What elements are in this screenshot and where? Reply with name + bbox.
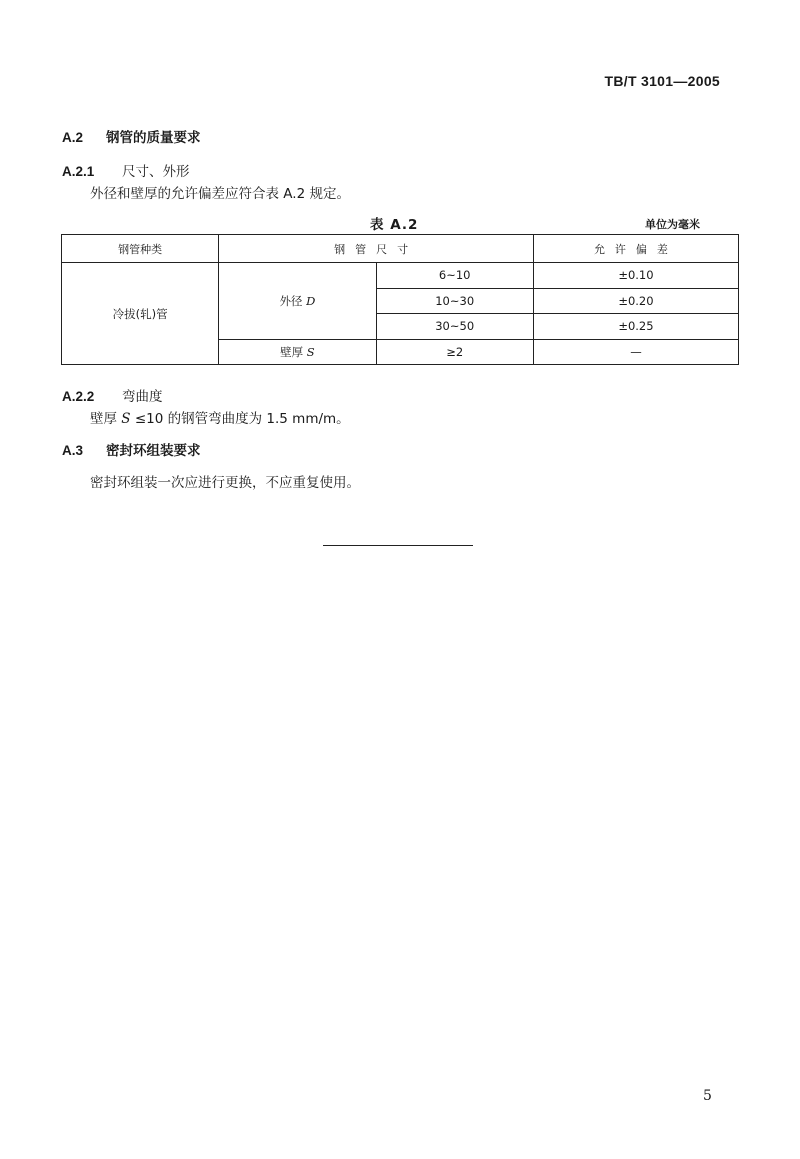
pipe-type-cell: 冷拔(轧)管 xyxy=(62,263,219,365)
range-cell: ≥2 xyxy=(376,339,533,365)
section-a2-heading xyxy=(62,126,201,146)
outer-diameter-var: D xyxy=(306,293,316,308)
table-caption: 表 A.2 xyxy=(370,217,419,233)
tolerance-cell: ±0.25 xyxy=(533,314,738,340)
standard-code: TB/T 3101—2005 xyxy=(604,73,720,89)
table-unit: 单位为毫米 xyxy=(645,218,700,231)
section-title: 钢管的质量要求 xyxy=(106,130,201,146)
section-a21-heading xyxy=(62,160,190,180)
table-header-row xyxy=(62,235,739,263)
tolerance-table xyxy=(61,234,739,365)
section-title: 尺寸、外形 xyxy=(122,164,190,180)
body-text: ≤10 的钢管弯曲度为 1.5 mm/m。 xyxy=(130,411,350,427)
wall-thickness-var: S xyxy=(121,411,131,427)
range-cell: 10~30 xyxy=(376,288,533,314)
body-text: 壁厚 xyxy=(90,411,122,427)
table-row xyxy=(62,263,739,289)
section-number: A.2.2 xyxy=(62,389,95,404)
wall-thickness-label: 壁厚 xyxy=(280,344,304,359)
tolerance-cell: ±0.20 xyxy=(533,288,738,314)
tolerance-cell: ±0.10 xyxy=(533,263,738,289)
outer-diameter-cell xyxy=(219,263,376,340)
section-number: A.3 xyxy=(62,443,84,458)
section-a22-body xyxy=(90,407,350,427)
page-number: 5 xyxy=(703,1088,712,1104)
header-pipe-type: 钢管种类 xyxy=(62,235,219,263)
section-title: 弯曲度 xyxy=(122,389,163,405)
end-rule xyxy=(323,545,473,546)
header-tolerance: 允许偏差 xyxy=(533,235,738,263)
wall-thickness-var: S xyxy=(306,344,315,359)
section-a21-body: 外径和壁厚的允许偏差应符合表 A.2 规定。 xyxy=(90,186,350,202)
header-pipe-size: 钢管尺寸 xyxy=(219,235,534,263)
section-a22-heading xyxy=(62,385,163,405)
outer-diameter-label: 外径 xyxy=(279,293,303,308)
range-cell: 30~50 xyxy=(376,314,533,340)
tolerance-cell: — xyxy=(533,339,738,365)
section-number: A.2 xyxy=(62,130,84,145)
section-title: 密封环组装要求 xyxy=(106,443,201,459)
section-a3-heading xyxy=(62,439,201,459)
section-a3-body: 密封环组装一次应进行更换，不应重复使用。 xyxy=(90,475,360,491)
section-number: A.2.1 xyxy=(62,164,95,179)
range-cell: 6~10 xyxy=(376,263,533,289)
wall-thickness-cell xyxy=(219,339,376,365)
